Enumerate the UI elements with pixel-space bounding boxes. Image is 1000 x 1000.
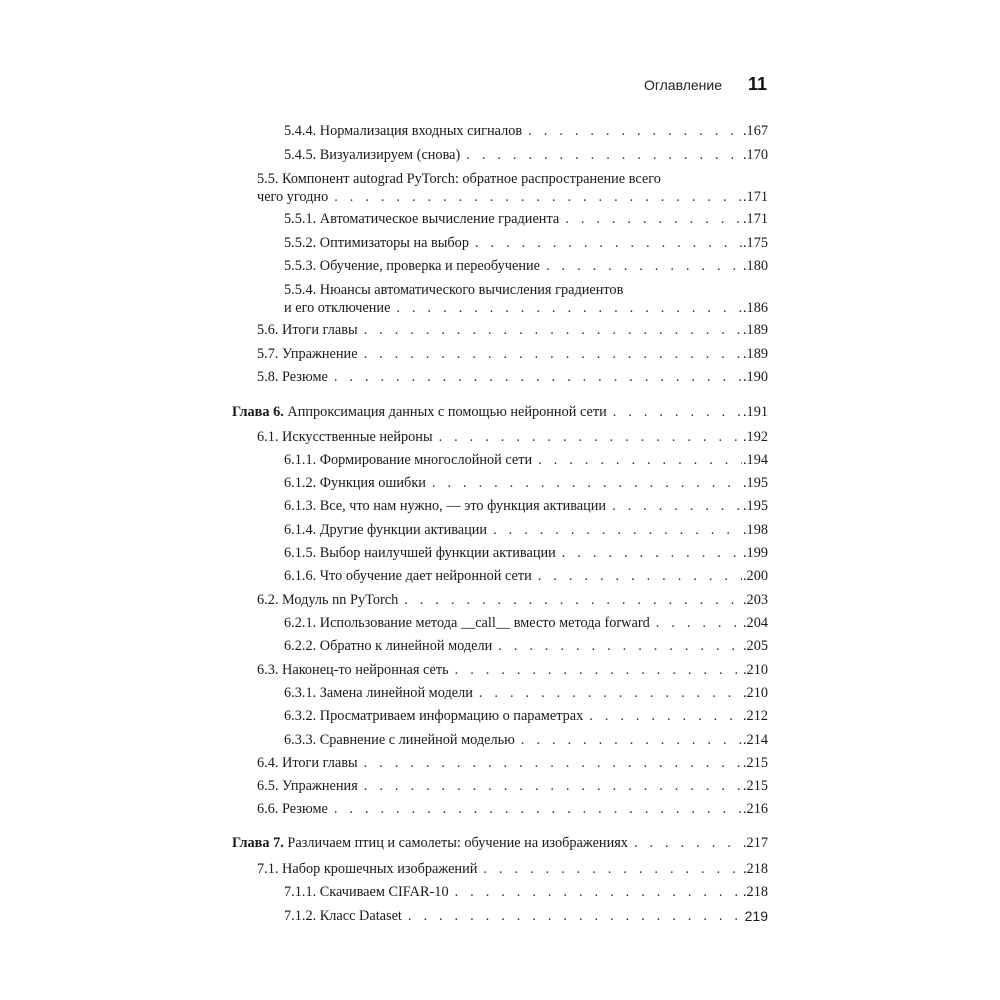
- toc-entry-label: 7.1. Набор крошечных изображений: [257, 861, 478, 877]
- dot-leader: [475, 234, 742, 252]
- toc-entry-page: .210: [742, 662, 768, 678]
- toc-entry-label: 6.1. Искусственные нейроны: [257, 429, 433, 445]
- dot-leader: [479, 684, 742, 702]
- toc-entry[interactable]: [284, 637, 768, 655]
- dot-leader: [528, 122, 742, 140]
- toc-entry[interactable]: [257, 800, 768, 818]
- toc-entry-page: .200: [742, 568, 768, 584]
- toc-chapter-entry[interactable]: [232, 403, 768, 421]
- toc-entry-page: .198: [742, 522, 768, 538]
- dot-leader: [455, 661, 742, 679]
- toc-entry-label: 5.8. Резюме: [257, 369, 328, 385]
- dot-leader: [565, 210, 742, 228]
- toc-entry-label-line1: 5.5. Компонент autograd PyTorch: обратное распространение всего: [257, 171, 661, 187]
- toc-entry-page: .203: [742, 592, 768, 608]
- dot-leader: [396, 299, 742, 317]
- dot-leader: [483, 860, 742, 878]
- toc-entry-page: 219: [744, 908, 768, 924]
- toc-entry[interactable]: [284, 210, 768, 228]
- toc-entry[interactable]: [257, 591, 768, 609]
- toc-entry-page: .167: [742, 123, 768, 139]
- toc-entry[interactable]: [257, 345, 768, 363]
- toc-entry[interactable]: [284, 731, 768, 749]
- toc-entry[interactable]: [284, 474, 768, 492]
- chapter-number: Глава 7.: [232, 835, 284, 851]
- toc-entry-page: .180: [742, 258, 768, 274]
- page-number: 11: [747, 74, 767, 94]
- toc-entry-page: .194: [742, 452, 768, 468]
- toc-entry[interactable]: [257, 170, 768, 206]
- dot-leader: [546, 257, 742, 275]
- toc-entry-label: 6.5. Упражнения: [257, 778, 358, 794]
- toc-entry-label: 6.3.3. Сравнение с линейной моделью: [284, 732, 515, 748]
- toc-entry-page: .195: [742, 475, 768, 491]
- toc-entry[interactable]: [284, 521, 768, 539]
- toc-entry-label: 7.1.1. Скачиваем CIFAR-10: [284, 884, 449, 900]
- dot-leader: [334, 800, 742, 818]
- toc-entry[interactable]: [284, 567, 768, 585]
- dot-leader: [634, 834, 742, 852]
- toc-entry-page: .217: [742, 835, 768, 851]
- dot-leader: [538, 451, 742, 469]
- toc-entry-label: чего угодно: [257, 189, 329, 205]
- toc-entry[interactable]: [284, 497, 768, 515]
- toc-entry-page: .204: [742, 615, 768, 631]
- toc-entry-label: 6.3.2. Просматриваем информацию о параметрах: [284, 708, 584, 724]
- toc-entry-label: 6.2.1. Использование метода __call__ вместо метода forward: [284, 615, 650, 631]
- toc-entry-label: 5.5.1. Автоматическое вычисление градиента: [284, 211, 560, 227]
- toc-entry-page: .171: [742, 189, 768, 205]
- dot-leader: [538, 567, 742, 585]
- toc-entry[interactable]: [257, 368, 768, 386]
- dot-leader: [364, 321, 742, 339]
- toc-entry[interactable]: [284, 281, 768, 317]
- toc-entry-label: и его отключение: [284, 300, 391, 316]
- toc-entry-label: 5.4.5. Визуализируем (снова): [284, 147, 461, 163]
- toc-entry-label-line1: 5.5.4. Нюансы автоматического вычисления градиентов: [284, 282, 624, 298]
- running-header-title: Оглавление: [643, 77, 722, 93]
- dot-leader: [455, 883, 742, 901]
- toc-entry-page: .186: [742, 300, 768, 316]
- toc-entry-label: 6.1.1. Формирование многослойной сети: [284, 452, 533, 468]
- toc-entry[interactable]: [257, 777, 768, 795]
- dot-leader: [432, 474, 742, 492]
- toc-entry[interactable]: [257, 428, 768, 446]
- toc-entry-page: .218: [742, 861, 768, 877]
- toc-entry-label: 5.6. Итоги главы: [257, 322, 358, 338]
- toc-entry[interactable]: [257, 321, 768, 339]
- toc-entry[interactable]: [284, 451, 768, 469]
- toc-chapter-entry[interactable]: [232, 834, 768, 852]
- toc-entry-label: 7.1.2. Класс Dataset: [284, 908, 402, 924]
- dot-leader: [364, 754, 742, 772]
- dot-leader: [364, 777, 742, 795]
- dot-leader: [334, 188, 742, 206]
- toc-entry-page: .205: [742, 638, 768, 654]
- toc-entry-page: .216: [742, 801, 768, 817]
- toc-entry-page: .195: [742, 498, 768, 514]
- dot-leader: [498, 637, 742, 655]
- toc-entry-label: 6.4. Итоги главы: [257, 755, 358, 771]
- dot-leader: [521, 731, 742, 749]
- toc-entry-page: .215: [742, 778, 768, 794]
- toc-entry-label: 5.5.3. Обучение, проверка и переобучение: [284, 258, 540, 274]
- toc-entry[interactable]: [284, 614, 768, 632]
- toc-entry-page: .215: [742, 755, 768, 771]
- toc-entry[interactable]: [284, 907, 768, 925]
- toc-entry[interactable]: [284, 684, 768, 702]
- toc-entry[interactable]: [284, 234, 768, 252]
- dot-leader: [589, 707, 742, 725]
- toc-entry-label: 6.1.5. Выбор наилучшей функции активации: [284, 545, 556, 561]
- chapter-number: Глава 6.: [232, 404, 284, 420]
- toc-entry[interactable]: [257, 754, 768, 772]
- toc-entry-label: 5.5.2. Оптимизаторы на выбор: [284, 235, 469, 251]
- toc-entry-page: .170: [742, 147, 768, 163]
- toc-entry-page: .191: [742, 404, 768, 420]
- toc-entry[interactable]: [284, 257, 768, 275]
- dot-leader: [439, 428, 742, 446]
- toc-entry-page: .190: [742, 369, 768, 385]
- dot-leader: [612, 497, 742, 515]
- toc-entry[interactable]: [284, 883, 768, 901]
- toc-entry-page: .171: [742, 211, 768, 227]
- toc-entry[interactable]: [284, 146, 768, 164]
- toc-entry-label: 6.6. Резюме: [257, 801, 328, 817]
- toc-entry[interactable]: [284, 707, 768, 725]
- toc-entry-page: .210: [742, 685, 768, 701]
- dot-leader: [364, 345, 742, 363]
- toc-entry-page: .214: [742, 732, 768, 748]
- toc-entry-label: 6.1.2. Функция ошибки: [284, 475, 426, 491]
- toc-entry-label: Аппроксимация данных с помощью нейронной сети: [287, 404, 607, 420]
- dot-leader: [493, 521, 742, 539]
- toc-entry-page: .192: [742, 429, 768, 445]
- toc-entry-label: Различаем птиц и самолеты: обучение на изображениях: [287, 835, 628, 851]
- toc-entry[interactable]: [284, 122, 768, 140]
- dot-leader: [656, 614, 742, 632]
- dot-leader: [408, 907, 744, 925]
- toc-entry-page: .175: [742, 235, 768, 251]
- toc-entry-label: 6.3. Наконец-то нейронная сеть: [257, 662, 449, 678]
- toc-entry-label: 5.4.4. Нормализация входных сигналов: [284, 123, 523, 139]
- dot-leader: [466, 146, 742, 164]
- dot-leader: [562, 544, 742, 562]
- toc-entry-page: .199: [742, 545, 768, 561]
- toc-entry-label: 6.3.1. Замена линейной модели: [284, 685, 473, 701]
- toc-entry-page: .212: [742, 708, 768, 724]
- dot-leader: [613, 403, 742, 421]
- dot-leader: [334, 368, 742, 386]
- toc-entry-page: .189: [742, 346, 768, 362]
- toc-entry-page: .189: [742, 322, 768, 338]
- toc-entry-label: 6.1.6. Что обучение дает нейронной сети: [284, 568, 532, 584]
- toc-entry-page: .218: [742, 884, 768, 900]
- toc-entry-label: 6.2.2. Обратно к линейной модели: [284, 638, 493, 654]
- toc-entry-label: 5.7. Упражнение: [257, 346, 358, 362]
- toc-entry-label: 6.1.3. Все, что нам нужно, — это функция активации: [284, 498, 607, 514]
- toc-entry-label: 6.1.4. Другие функции активации: [284, 522, 488, 538]
- toc-entry[interactable]: [284, 544, 768, 562]
- toc-entry-label: 6.2. Модуль nn PyTorch: [257, 592, 399, 608]
- toc-entry[interactable]: [257, 661, 768, 679]
- dot-leader: [404, 591, 742, 609]
- toc-entry[interactable]: [257, 860, 768, 878]
